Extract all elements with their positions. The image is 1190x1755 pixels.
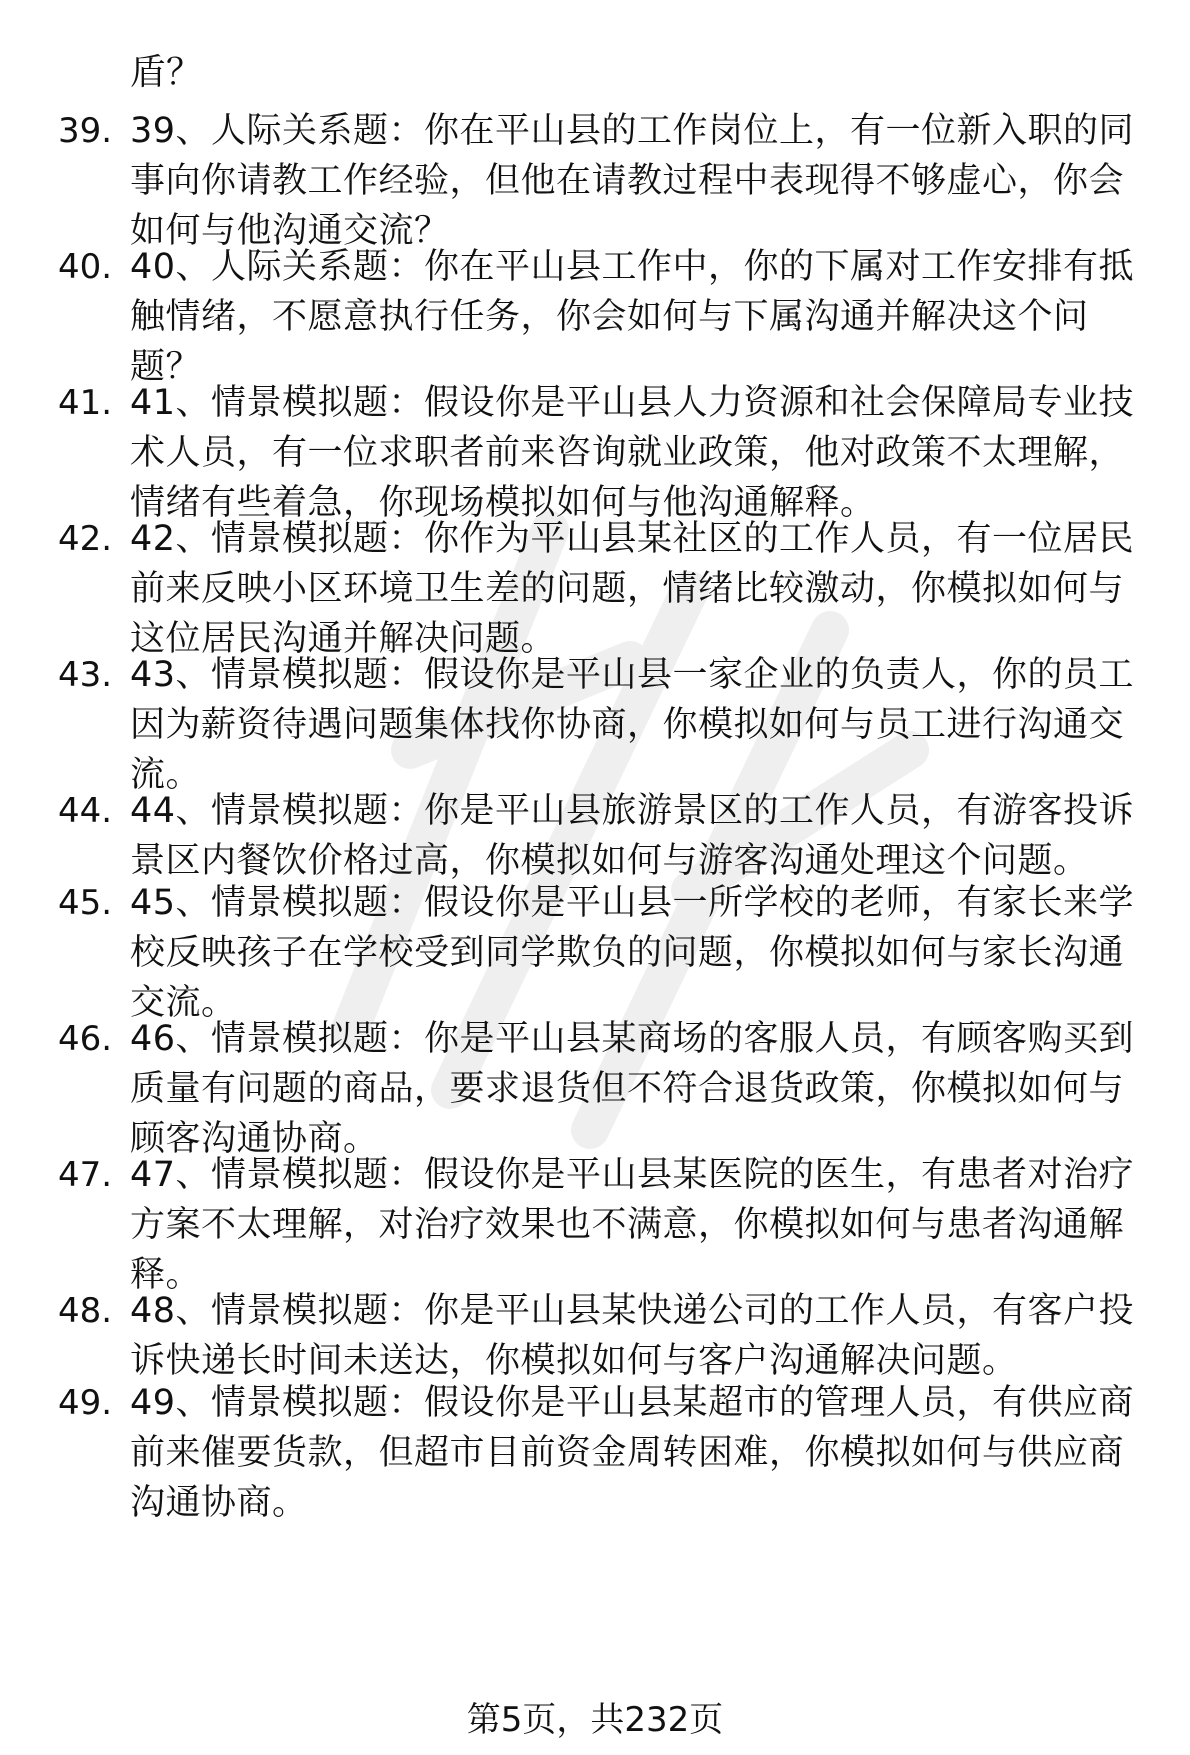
item-number: 46.	[58, 1019, 113, 1059]
item-number: 41.	[58, 383, 113, 423]
item-text	[130, 378, 1140, 528]
item-line: 释。	[130, 1255, 202, 1295]
item-text	[130, 1286, 1140, 1386]
item-line: 方案不太理解，对治疗效果也不满意，你模拟如何与患者沟通解	[130, 1205, 1125, 1245]
item-line: 沟通协商。	[130, 1483, 308, 1523]
item-line: 因为薪资待遇问题集体找你协商，你模拟如何与员工进行沟通交	[130, 705, 1125, 745]
item-text	[130, 650, 1140, 800]
item-line: 39、人际关系题：你在平山县的工作岗位上，有一位新入职的同	[130, 111, 1135, 151]
item-line: 情绪有些着急，你现场模拟如何与他沟通解释。	[130, 483, 876, 523]
item-line: 触情绪，不愿意执行任务，你会如何与下属沟通并解决这个问	[130, 297, 1089, 337]
item-line: 术人员，有一位求职者前来咨询就业政策，他对政策不太理解，	[130, 433, 1125, 473]
item-line: 42、情景模拟题：你作为平山县某社区的工作人员，有一位居民	[130, 519, 1135, 559]
item-text	[130, 514, 1140, 664]
item-line: 45、情景模拟题：假设你是平山县一所学校的老师，有家长来学	[130, 883, 1135, 923]
item-text	[130, 1014, 1140, 1164]
item-text	[130, 242, 1140, 392]
page-number: 第5页，共232页	[466, 1700, 724, 1740]
item-line: 44、情景模拟题：你是平山县旅游景区的工作人员，有游客投诉	[130, 791, 1135, 831]
item-text	[130, 878, 1140, 1028]
item-number: 40.	[58, 247, 113, 287]
item-number: 39.	[58, 111, 113, 151]
item-line: 46、情景模拟题：你是平山县某商场的客服人员，有顾客购买到	[130, 1019, 1135, 1059]
item-line: 事向你请教工作经验，但他在请教过程中表现得不够虚心，你会	[130, 161, 1125, 201]
item-line: 交流。	[130, 983, 237, 1023]
item-text	[130, 1150, 1140, 1300]
item-line: 校反映孩子在学校受到同学欺负的问题，你模拟如何与家长沟通	[130, 933, 1125, 973]
item-line: 顾客沟通协商。	[130, 1119, 379, 1159]
item-number: 44.	[58, 791, 113, 831]
item-line: 前来催要货款，但超市目前资金周转困难，你模拟如何与供应商	[130, 1433, 1125, 1473]
item-line: 前来反映小区环境卫生差的问题，情绪比较激动，你模拟如何与	[130, 569, 1125, 609]
item-line: 47、情景模拟题：假设你是平山县某医院的医生，有患者对治疗	[130, 1155, 1135, 1195]
item-line: 题？	[130, 347, 202, 387]
item-line: 40、人际关系题：你在平山县工作中，你的下属对工作安排有抵	[130, 247, 1135, 287]
item-number: 45.	[58, 883, 113, 923]
item-number: 48.	[58, 1291, 113, 1331]
item-number: 43.	[58, 655, 113, 695]
item-line: 流。	[130, 755, 202, 795]
item-number: 47.	[58, 1155, 113, 1195]
item-line: 如何与他沟通交流？	[130, 211, 450, 251]
item-line: 这位居民沟通并解决问题。	[130, 619, 557, 659]
item-line: 43、情景模拟题：假设你是平山县一家企业的负责人，你的员工	[130, 655, 1135, 695]
item-line: 景区内餐饮价格过高，你模拟如何与游客沟通处理这个问题。	[130, 841, 1089, 881]
item-line: 41、情景模拟题：假设你是平山县人力资源和社会保障局专业技	[130, 383, 1135, 423]
item-line: 诉快递长时间未送达，你模拟如何与客户沟通解决问题。	[130, 1341, 1018, 1381]
item-number: 49.	[58, 1383, 113, 1423]
item-number: 42.	[58, 519, 113, 559]
item-text	[130, 786, 1140, 886]
item-line: 49、情景模拟题：假设你是平山县某超市的管理人员，有供应商	[130, 1383, 1135, 1423]
item-text	[130, 106, 1140, 256]
item-text	[130, 1378, 1140, 1528]
continuation-text: 盾？	[130, 52, 203, 93]
item-line: 质量有问题的商品，要求退货但不符合退货政策，你模拟如何与	[130, 1069, 1125, 1109]
item-line: 48、情景模拟题：你是平山县某快递公司的工作人员，有客户投	[130, 1291, 1135, 1331]
